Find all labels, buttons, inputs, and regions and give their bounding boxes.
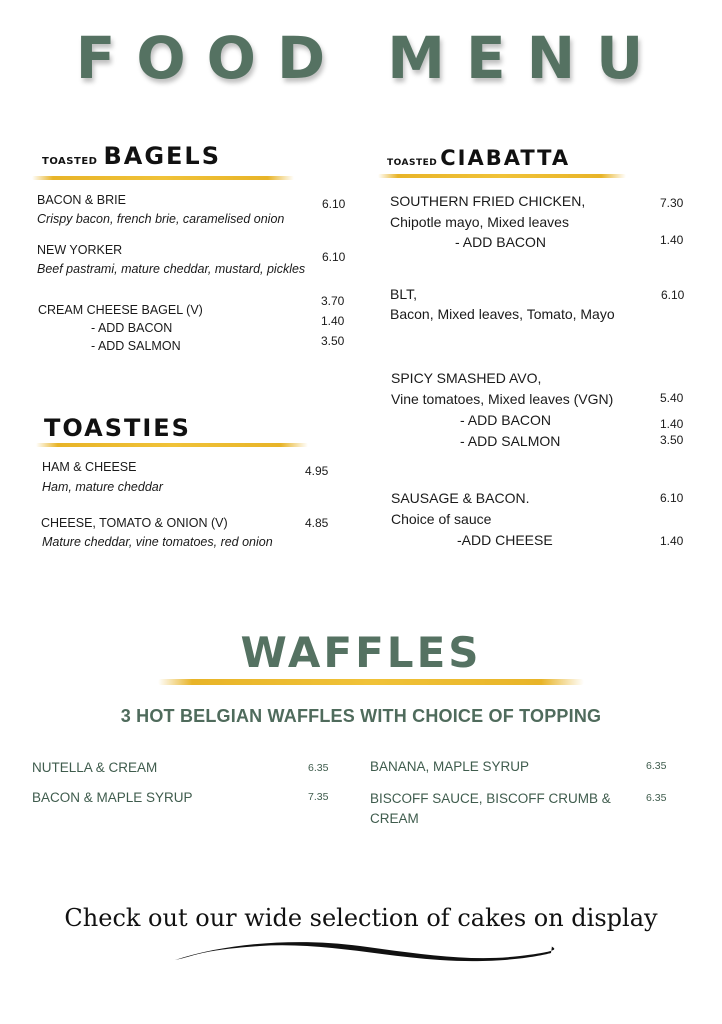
ciabatta-item-price: 7.30 xyxy=(660,196,684,210)
waffles-underline-stroke xyxy=(158,679,584,685)
waffle-item-name: BANANA, MAPLE SYRUP xyxy=(370,759,530,774)
footer-cakes-note: Check out our wide selection of cakes on display xyxy=(64,904,658,932)
toastie-item-price: 4.95 xyxy=(305,464,329,478)
waffle-item-price: 7.35 xyxy=(308,791,329,803)
waffle-item-price: 6.35 xyxy=(308,762,329,774)
toastie-item-name: CHEESE, TOMATO & ONION (V) xyxy=(41,516,228,530)
ciabatta-addon-name: -ADD CHEESE xyxy=(457,532,553,548)
bagel-item-price: 6.10 xyxy=(322,250,346,264)
ciabatta-title: CIABATTA xyxy=(440,146,571,170)
bagel-item-name: NEW YORKER xyxy=(37,243,123,257)
toastie-item-price: 4.85 xyxy=(305,516,329,530)
waffles-heading: WAFFLES xyxy=(240,628,482,677)
waffle-item-name: BISCOFF SAUCE, BISCOFF CRUMB & xyxy=(370,791,611,806)
toastie-item-desc: Mature cheddar, vine tomatoes, red onion xyxy=(42,535,273,549)
ciabatta-item-name: BLT, xyxy=(390,286,417,302)
swoosh-underline-icon xyxy=(170,936,560,966)
ciabatta-item-price: 6.10 xyxy=(660,491,684,505)
ciabatta-item-name: SPICY SMASHED AVO, xyxy=(391,370,542,386)
bagel-addon-name: - ADD BACON xyxy=(91,321,173,335)
ciabatta-addon-price: 1.40 xyxy=(660,233,684,247)
bagels-title: BAGELS xyxy=(103,142,221,170)
ciabatta-item-name: SAUSAGE & BACON. xyxy=(391,490,530,506)
toastie-item-name: HAM & CHEESE xyxy=(42,460,137,474)
ciabatta-addon-price: 3.50 xyxy=(660,433,684,447)
ciabatta-item-name: SOUTHERN FRIED CHICKEN, xyxy=(390,193,586,209)
ciabatta-addon-name: - ADD BACON xyxy=(460,412,552,428)
ciabatta-item-desc: Choice of sauce xyxy=(391,511,492,527)
toasties-title: TOASTIES xyxy=(44,414,191,442)
bagel-item-desc: Crispy bacon, french brie, caramelised onion xyxy=(37,212,285,226)
waffles-subheading: 3 HOT BELGIAN WAFFLES WITH CHOICE OF TOPPING xyxy=(120,706,602,726)
ciabatta-addon-price: 1.40 xyxy=(660,417,684,431)
ciabatta-item-desc: Bacon, Mixed leaves, Tomato, Mayo xyxy=(390,306,615,322)
bagel-item-desc: Beef pastrami, mature cheddar, mustard, pickles xyxy=(37,262,306,276)
bagel-addon-price: 3.50 xyxy=(321,334,345,348)
bagel-addon-name: - ADD SALMON xyxy=(91,339,181,353)
bagel-item-name: CREAM CHEESE BAGEL (V) xyxy=(38,303,203,317)
bagels-underline-stroke xyxy=(32,176,294,180)
toasties-underline-stroke xyxy=(36,443,308,447)
toastie-item-desc: Ham, mature cheddar xyxy=(42,480,163,494)
bagels-heading xyxy=(42,142,221,170)
toasties-heading xyxy=(44,414,191,442)
menu-title: FOOD MENU xyxy=(75,24,665,92)
waffle-item-name: NUTELLA & CREAM xyxy=(32,760,158,775)
ciabatta-item-price: 5.40 xyxy=(660,391,684,405)
bagel-addon-price: 1.40 xyxy=(321,314,345,328)
ciabatta-item-price: 6.10 xyxy=(661,288,685,302)
ciabatta-addon-price: 1.40 xyxy=(660,534,684,548)
waffle-item-name: BACON & MAPLE SYRUP xyxy=(32,790,193,805)
bagel-item-price: 6.10 xyxy=(322,197,346,211)
ciabatta-prefix: TOASTED xyxy=(387,158,438,168)
ciabatta-item-desc: Vine tomatoes, Mixed leaves (VGN) xyxy=(391,391,614,407)
bagel-item-price: 3.70 xyxy=(321,294,345,308)
bagels-prefix: TOASTED xyxy=(42,156,98,167)
waffle-item-price: 6.35 xyxy=(646,792,667,804)
ciabatta-underline-stroke xyxy=(378,174,626,178)
ciabatta-item-desc: Chipotle mayo, Mixed leaves xyxy=(390,214,569,230)
ciabatta-addon-name: - ADD SALMON xyxy=(460,433,561,449)
ciabatta-heading xyxy=(387,146,570,170)
waffle-item-name-cont: CREAM xyxy=(370,811,419,826)
ciabatta-addon-name: - ADD BACON xyxy=(455,234,547,250)
waffle-item-price: 6.35 xyxy=(646,760,667,772)
bagel-item-name: BACON & BRIE xyxy=(37,193,126,207)
